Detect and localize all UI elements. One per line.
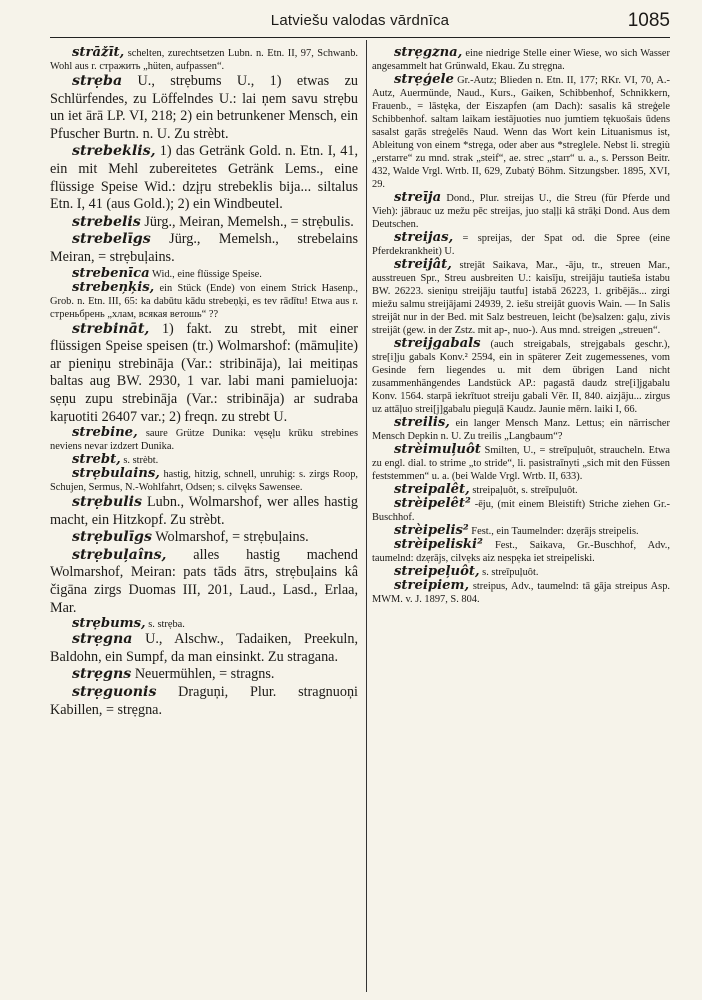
headword: streijgabals [394, 336, 481, 351]
entry-text: streipus, Adv., taumelnd: tā gāja streipus Asp. MWM. v. J. 1897, S. 804. [372, 581, 670, 605]
dictionary-entry [372, 579, 670, 606]
entry-text: = spreijas, der Spat od. die Spree (eine Pferdekrankheit) U. [372, 233, 670, 257]
entry-text: strejāt Saikava, Mar., -āju, tr., streuen Mar., ausstreuen Spr., Streu ausbreiten U.: kaisīju, streijāju tautieša istabu BW. 26223. sieniņu streijāju tautfu] istabā 26223, 1. gribējās... zirgi miežu salmu streijājami 24939, 2. iešu streijât guovis Wain. — In Salis streijât nur in der Bed. mit Salz bestreuen, leicht (be)salzen: gaļu, zivis streijât (gew. in der Zstz. mit ap-, nuo-). Aus mnd. streigen „streuen“. [372, 260, 670, 336]
right-column [372, 46, 670, 606]
entry-text: 1) das Getränk Gold. n. Etn. I, 41, ein mit Mehl zubereitetes Getränk Lems., eine flüssige Speise Wid.: dzįŗu strebeklis bija... siltalus Etn. I, 41 (aus Gold.); 2) ein Windbeutel. [50, 143, 358, 213]
dictionary-entry [50, 214, 358, 232]
dictionary-entry [50, 267, 358, 281]
page-number: 1085 [627, 10, 670, 31]
entry-text: ein langer Mensch Manz. Lettus; ein närrischer Mensch Depkin n. U. Zu treilis „Langbaum“? [372, 418, 670, 442]
entry-text: Lubn., Wolmarshof, wer alles hastig macht, ein Hitzkopf. Zu strèbt. [50, 494, 358, 528]
entry-text: Smilten, U., = streīpuļuôt, straucheln. Etwa zu engl. dial. to strime „to stride“, li. pasistraīnyti „sich mit den Füssen feststemmen“ u. a. (bei Walde Vrgl. Wrtb. II, 633). [372, 445, 670, 482]
headword: strẹba [72, 73, 123, 89]
headword: strebeklis, [72, 143, 156, 160]
entry-text: Gr.-Autz; Blieden n. Etn. II, 177; RKr. VI, 70, A.-Autz, Auermünde, Naud., Kurs., Gaiken, Schibbenhof, Schnikkern, Frauenb., = lāstęka, der Eiszapfen (am Dach): sasalis kâ streģele Schibbenhof. saltam laikam iestājuoties nuo jumtiem tękuošais ūdens sasalst gaŗās streģelēs Naud. Wenn das Wort kein Lituanismus ist, Ableitung von einem *strẹga, oder aber aus *streglele. Nebst li. stregiù „erstarre“ zu mnd. strak „steif“, ae. strec „starr“ u. a., s. Persson Beitr. 432, Walde Vrgl. Wrtb. II, 629, Zubatý Böhm. Sitzungsber. 1895, XVI, 29. [372, 75, 670, 190]
dictionary-entry [372, 337, 670, 416]
headword: strebelis [72, 213, 141, 230]
headword: strāžīt, [72, 46, 125, 60]
dictionary-entry [372, 191, 670, 231]
entry-text: s. strẹba. [145, 619, 185, 631]
headword: strẹgzna, [394, 46, 463, 60]
dictionary-entry [50, 143, 358, 213]
headword: streipalêt, [394, 482, 470, 497]
dictionary-entry [50, 684, 358, 719]
headword: strèipelêt² [394, 496, 471, 511]
dictionary-title: Latviešu valodas vārdnīca [270, 12, 450, 29]
entry-text: U., strẹbums U., 1) etwas zu Schlürfendes, zu Löffelndes U.: lai ņem savu strẹbu un iet ārā LP. VI, 218; 2) ein betrunkener Mensch, ein Pfuscher Burtn. n. U. Zu strèbt. [50, 73, 358, 142]
headword: strẹgna [72, 631, 133, 648]
entry-text: alles hastig machend Wolmarshof, Meiran: pats tāds ātrs, strẹbuļains kâ čigāna zirgs Duomas III, 201, Laud., Lasd., Erlaa, Mar. [50, 546, 358, 616]
dictionary-entry [372, 565, 670, 579]
entry-text: Wolmarshof, = strẹbuļains. [151, 529, 309, 546]
entry-text: Draguņi, Plur. stragnuoņi Kabillen, = strẹgna. [50, 684, 358, 718]
entry-text: Fest., Saikava, Gr.-Buschhof, Adv., taumelnd: dzẹrājs, cilvẹks aiz nespẹka iet streipeliski. [372, 540, 670, 564]
headword: streijas, [394, 230, 454, 245]
dictionary-entry [50, 426, 358, 453]
headword: strebine, [72, 425, 138, 441]
entry-text: ein Stück (Ende) von einem Strick Hasenp., Grob. n. Etn. III, 65: ka dabūtu kādu strebeņķi, es tev rādītu! Etwa aus r. стреньбрень „хлам, всякая ветошь“ ?? [50, 282, 358, 320]
entry-text: U., Alschw., Tadaiken, Preekuln, Baldohn, ein Sumpf, da man einsinkt. Zu stragana. [50, 631, 358, 665]
entry-text: Jürg., Memelsh., strebelains Meiran, = strẹbuļains. [50, 231, 358, 265]
headword: streipiem, [394, 578, 470, 593]
dictionary-entry [50, 453, 358, 467]
dictionary-entry [50, 73, 358, 143]
headword: streīja [394, 190, 442, 205]
headword: strebelīgs [72, 231, 151, 248]
entry-text: 1) fakt. zu strebt, mit einer flüssigen Speise speisen (tr.) Wolmarshof: (māmuļite) ar pieniņu strebināja (Var.: stribināja), lai meitiņas baltas aug BW. 2930, 1 var. labi mani pamieluoja: sẹņu zupu strebināja (Var.: stribināja) ar sudraba kaŗuotiti 26407 var.; 2) freqn. zu strebt U. [50, 320, 358, 425]
dictionary-entry [50, 529, 358, 547]
entry-text: streipaļuôt, s. streīpuļuôt. [469, 485, 578, 496]
headword: strẹbulīgs [72, 529, 152, 546]
entry-text: eine niedrige Stelle einer Wiese, wo sich Wasser angesammelt hat Grünwald, Ekau. Zu strẹgna. [372, 48, 670, 72]
dictionary-entry [50, 231, 358, 266]
dictionary-entry [50, 666, 358, 684]
headword: streilis, [394, 415, 450, 430]
dictionary-entry [50, 547, 358, 617]
entry-text: Dond., Plur. streijas U., die Streu (für Pferde und Vieh): jābrauc uz mežu pēc streijas, juo staļļi kâ strāķi Dond. Aus dem Deutschen. [372, 193, 670, 230]
dictionary-entry [50, 46, 358, 73]
dictionary-entry [50, 281, 358, 321]
dictionary-entry [50, 467, 358, 494]
entry-text: Jürg., Meiran, Memelsh., = strẹbulis. [140, 213, 354, 230]
headword: strebenīca [72, 265, 150, 281]
page-header [50, 10, 670, 36]
entry-text: (auch streigabals, strejgabals geschr.), stre[i]ju gabals Konv.² 2594, ein in späterer Zeit zugemessenes, vom Gesinde fern liegendes u. mit dem übrigen Land nicht zusammenhängendes Landstück AP.: pagastā daudz stre[i]jgabalu Konv. 1564. starpā iekrītuot streiju gabali Vēr. II, 840. aizjāju... zirgus uz attāļuo strei[j]gabalu pieguļā Kaudz. Jaunie mērn. laiki I, 66. [372, 339, 670, 415]
column-divider [366, 40, 367, 992]
entry-text: saure Grütze Dunika: vęsęļu krūku strebines neviens nevar izdzert Dunika. [50, 428, 358, 453]
headword: strèimuļuôt [394, 442, 481, 457]
headword: strẹbuļaîns, [72, 546, 167, 563]
dictionary-entry [372, 497, 670, 524]
headword: streijât, [394, 257, 452, 272]
headword: strẹbulains, [72, 466, 160, 482]
dictionary-entry [50, 321, 358, 427]
entry-text: hastig, hitzig, schnell, unruhig: s. zirgs Roop, Schujen, Sermus, N.-Wohlfahrt, Odsen; s. cilvęks Sawensee. [50, 469, 358, 494]
headword: strẹbums, [72, 616, 146, 632]
dictionary-entry [372, 524, 670, 538]
entry-text: Neuermühlen, = stragns. [131, 666, 275, 683]
headword: strebt, [72, 452, 121, 468]
entry-text: Fest., ein Taumelnder: dzẹrājs streipelis. [468, 526, 639, 537]
dictionary-entry [372, 231, 670, 258]
entry-text: Wid., eine flüssige Speise. [149, 268, 262, 280]
headword: strebināt, [72, 320, 150, 337]
entry-text: s. strèbt. [120, 455, 159, 467]
headword: strèipeliski² [394, 537, 483, 552]
header-rule [50, 37, 670, 38]
entry-text: s. streīpuļuôt. [479, 567, 539, 578]
entry-text: -ēju, (mit einem Bleistift) Striche ziehen Gr.-Buschhof. [372, 499, 670, 523]
headword: strẹģele [394, 72, 454, 87]
dictionary-entry [372, 416, 670, 443]
dictionary-entry [50, 631, 358, 666]
headword: strẹgns [72, 666, 132, 683]
dictionary-entry [372, 258, 670, 337]
headword: strẹguonis [72, 684, 157, 701]
headword: strebeņķis, [72, 279, 155, 295]
dictionary-entry [372, 538, 670, 565]
dictionary-entry [372, 483, 670, 497]
headword: strẹbulis [72, 494, 143, 511]
dictionary-entry [50, 494, 358, 529]
left-column [50, 46, 358, 719]
headword: streipeļuôt, [394, 564, 480, 579]
entry-text: schelten, zurechtsetzen Lubn. n. Etn. II, 97, Schwanb. Wohl aus r. стражить „hüten, aufpassen“. [50, 48, 358, 72]
dictionary-entry [372, 73, 670, 191]
dictionary-entry [372, 46, 670, 73]
headword: strèipelis² [394, 523, 469, 538]
dictionary-entry [372, 443, 670, 483]
dictionary-entry [50, 617, 358, 631]
